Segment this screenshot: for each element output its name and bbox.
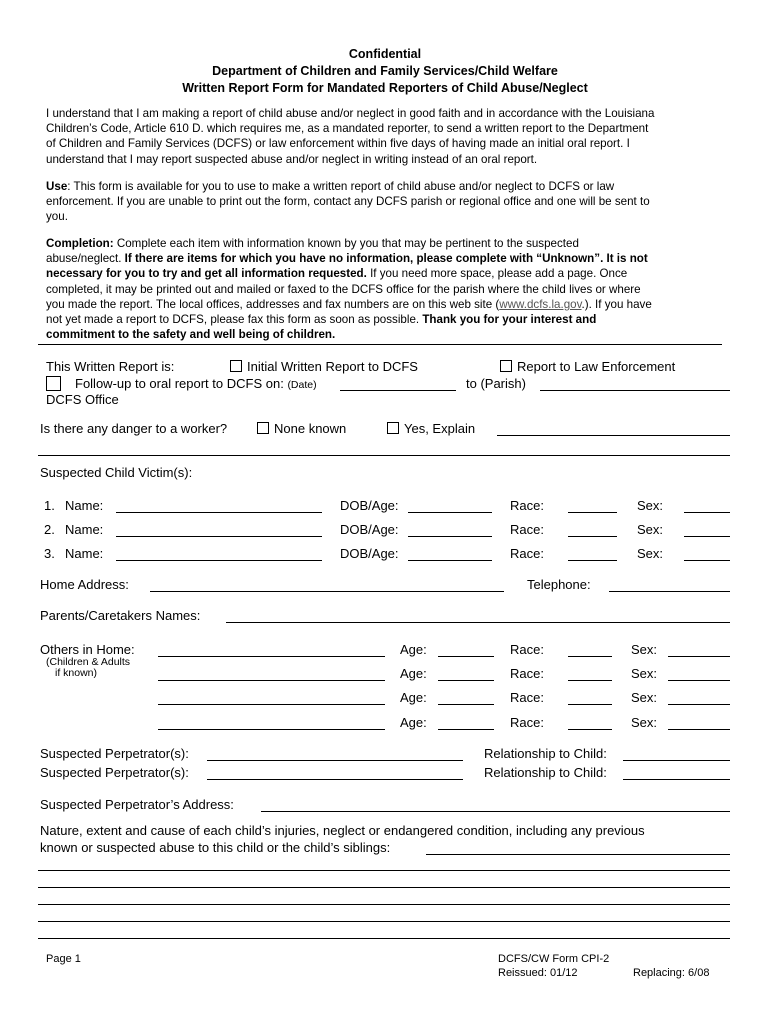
victim-name-label: Name:: [65, 546, 104, 561]
completion-bold: commitment to the safety and well being of children.: [46, 328, 336, 342]
nature-question: known or suspected abuse to this child or the child’s siblings:: [40, 840, 391, 855]
others-age-label: Age:: [400, 666, 427, 681]
nature-field[interactable]: [426, 854, 730, 855]
yes-explain-checkbox[interactable]: [387, 422, 399, 434]
home-address-label: Home Address:: [40, 577, 129, 592]
victim-dob-label: DOB/Age:: [340, 498, 399, 513]
others-race-label: Race:: [510, 715, 544, 730]
perpetrator-address-field[interactable]: [261, 811, 730, 812]
others-age-label: Age:: [400, 690, 427, 705]
danger-explain-field[interactable]: [497, 435, 730, 436]
completion-label: Completion:: [46, 237, 114, 250]
telephone-label: Telephone:: [527, 577, 591, 592]
perpetrator-field[interactable]: [207, 779, 463, 780]
completion-line: completed, it may be printed out and mailed or faxed to the DCFS office for the parish where the child lives or where: [46, 282, 641, 296]
others-age-label: Age:: [400, 715, 427, 730]
others-sex-label: Sex:: [631, 690, 658, 705]
others-sex-field[interactable]: [668, 680, 730, 681]
completion-line: abuse/neglect.: [46, 252, 125, 266]
victim-name-field[interactable]: [116, 536, 322, 537]
danger-explain-field-line2[interactable]: [38, 455, 730, 456]
others-name-field[interactable]: [158, 680, 385, 681]
completion-line: Complete each item with information known by you that may be pertinent to the suspected: [113, 237, 579, 250]
others-note: if known): [55, 667, 98, 679]
followup-date-field[interactable]: [340, 390, 456, 391]
intro-line: understand that I may report suspected abuse and/or neglect in writing instead of an oral report.: [46, 152, 538, 166]
completion-bold: If there are items for which you have no information, please complete with “Unknown”. It is not: [124, 252, 648, 266]
department-heading: Department of Children and Family Services/Child Welfare: [212, 64, 558, 78]
nature-field-line[interactable]: [38, 921, 730, 922]
none-known-label: None known: [274, 421, 347, 436]
use-label: Use: [46, 180, 68, 193]
nature-field-line[interactable]: [38, 870, 730, 871]
victim-sex-label: Sex:: [637, 522, 664, 537]
others-race-field[interactable]: [568, 680, 612, 681]
others-age-field[interactable]: [438, 729, 494, 730]
others-name-field[interactable]: [158, 704, 385, 705]
victim-name-label: Name:: [65, 522, 104, 537]
others-sex-field[interactable]: [668, 704, 730, 705]
initial-report-label: Initial Written Report to DCFS: [247, 359, 418, 374]
confidential-heading: Confidential: [348, 47, 422, 61]
form-title: Written Report Form for Mandated Reporters of Child Abuse/Neglect: [182, 81, 588, 95]
use-line: enforcement. If you are unable to print out the form, contact any DCFS parish or regional office and one will be sent to: [46, 195, 650, 209]
dcfs-office-label: DCFS Office: [46, 392, 119, 407]
victim-race-field[interactable]: [568, 560, 617, 561]
victim-dob-field[interactable]: [408, 536, 492, 537]
victim-race-label: Race:: [510, 546, 544, 561]
others-race-label: Race:: [510, 666, 544, 681]
others-sex-label: Sex:: [631, 642, 658, 657]
perpetrator-field[interactable]: [207, 760, 463, 761]
victim-number: 1.: [44, 498, 55, 513]
victim-number: 3.: [44, 546, 55, 561]
intro-line: of Children and Family Services (DCFS) or law enforcement within five days of having made an initial oral report. I: [46, 137, 630, 151]
others-race-label: Race:: [510, 642, 544, 657]
report-type-label: This Written Report is:: [46, 359, 175, 374]
completion-bold: necessary for you to try and get all information requested.: [46, 267, 367, 281]
others-race-field[interactable]: [568, 656, 612, 657]
page-number: Page 1: [46, 953, 81, 965]
yes-explain-label: Yes, Explain: [404, 421, 476, 436]
victim-dob-label: DOB/Age:: [340, 522, 399, 537]
victims-title: Suspected Child Victim(s):: [40, 465, 193, 480]
victim-name-field[interactable]: [116, 560, 322, 561]
date-hint: (Date): [287, 379, 317, 391]
use-line: : This form is available for you to use to make a written report of child abuse and/or neglect to DCFS or law: [67, 180, 615, 193]
parish-field[interactable]: [540, 390, 730, 391]
followup-checkbox[interactable]: [46, 376, 61, 391]
victim-race-field[interactable]: [568, 536, 617, 537]
others-age-field[interactable]: [438, 704, 494, 705]
victim-name-label: Name:: [65, 498, 104, 513]
completion-line: you made the report. The local offices, addresses and fax numbers are on this web site (: [46, 297, 500, 311]
others-sex-label: Sex:: [631, 666, 658, 681]
others-age-field[interactable]: [438, 656, 494, 657]
use-paragraph: [46, 179, 722, 225]
none-known-checkbox[interactable]: [257, 422, 269, 434]
reissued-date: Reissued: 01/12: [498, 967, 578, 979]
victim-race-label: Race:: [510, 522, 544, 537]
dcfs-website-link[interactable]: www.dcfs.la.gov: [499, 297, 582, 311]
others-note: (Children & Adults: [46, 656, 131, 668]
parents-field[interactable]: [226, 622, 730, 623]
perpetrator-label: Suspected Perpetrator(s):: [40, 765, 189, 780]
law-enforcement-label: Report to Law Enforcement: [517, 359, 676, 374]
law-enforcement-checkbox[interactable]: [500, 360, 512, 372]
perpetrator-label: Suspected Perpetrator(s):: [40, 746, 189, 761]
completion-line: If you need more space, please add a page. Once: [366, 267, 628, 281]
danger-question: Is there any danger to a worker?: [40, 421, 228, 436]
replacing-date: Replacing: 6/08: [633, 967, 710, 979]
others-sex-label: Sex:: [631, 715, 658, 730]
victim-sex-field[interactable]: [684, 536, 730, 537]
relationship-field[interactable]: [623, 760, 730, 761]
others-name-field[interactable]: [158, 729, 385, 730]
others-age-label: Age:: [400, 642, 427, 657]
relationship-label: Relationship to Child:: [484, 746, 607, 761]
intro-line: I understand that I am making a report of child abuse and/or neglect in good faith and in accordance with the Louisiana: [46, 107, 655, 120]
separator-line: [38, 344, 722, 345]
parish-label: to (Parish): [466, 376, 526, 391]
nature-question: Nature, extent and cause of each child’s injuries, neglect or endangered condition, including any previous: [40, 823, 645, 838]
victim-dob-field[interactable]: [408, 560, 492, 561]
relationship-field[interactable]: [623, 779, 730, 780]
victim-number: 2.: [44, 522, 55, 537]
nature-field-line[interactable]: [38, 904, 730, 905]
others-label: Others in Home:: [40, 642, 135, 657]
completion-bold: Thank you for your interest and: [422, 313, 597, 327]
home-address-field[interactable]: [150, 591, 504, 592]
initial-report-checkbox[interactable]: [230, 360, 242, 372]
victim-dob-label: DOB/Age:: [340, 546, 399, 561]
others-age-field[interactable]: [438, 680, 494, 681]
completion-line: .). If you have: [581, 297, 652, 311]
relationship-label: Relationship to Child:: [484, 765, 607, 780]
victim-dob-field[interactable]: [408, 512, 492, 513]
parents-label: Parents/Caretakers Names:: [40, 608, 201, 623]
others-race-field[interactable]: [568, 704, 612, 705]
victim-sex-field[interactable]: [684, 512, 730, 513]
victim-sex-label: Sex:: [637, 546, 664, 561]
others-name-field[interactable]: [158, 656, 385, 657]
form-number: DCFS/CW Form CPI-2: [498, 953, 610, 965]
nature-field-line[interactable]: [38, 887, 730, 888]
intro-line: Children’s Code, Article 610 D. which requires me, as a mandated reporter, to send a written report to the Department: [46, 122, 649, 136]
others-race-label: Race:: [510, 690, 544, 705]
others-race-field[interactable]: [568, 729, 612, 730]
followup-text: Follow-up to oral report to DCFS on:: [75, 376, 284, 391]
victim-race-label: Race:: [510, 498, 544, 513]
victim-name-field[interactable]: [116, 512, 322, 513]
victim-sex-label: Sex:: [637, 498, 664, 513]
victim-sex-field[interactable]: [684, 560, 730, 561]
completion-paragraph: [46, 236, 722, 342]
followup-label: [75, 376, 317, 391]
completion-line: not yet made a report to DCFS, please fax this form as soon as possible.: [46, 313, 423, 327]
telephone-field[interactable]: [609, 591, 730, 592]
use-line: you.: [46, 210, 68, 224]
perpetrator-address-label: Suspected Perpetrator’s Address:: [40, 797, 234, 812]
others-sex-field[interactable]: [668, 729, 730, 730]
victim-race-field[interactable]: [568, 512, 617, 513]
others-sex-field[interactable]: [668, 656, 730, 657]
intro-paragraph: [46, 106, 722, 167]
nature-field-line[interactable]: [38, 938, 730, 939]
